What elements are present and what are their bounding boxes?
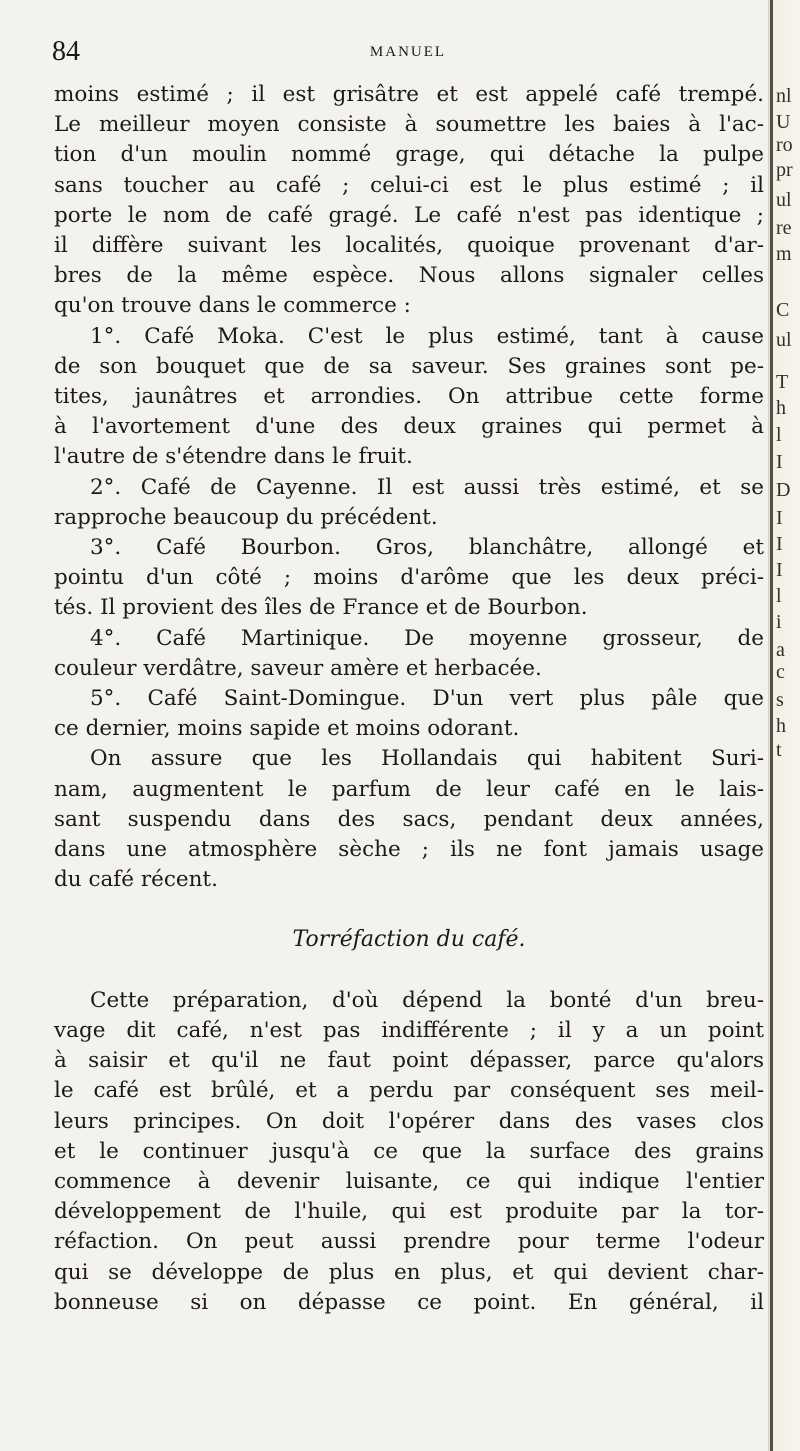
bleed-glyph: ro (776, 134, 793, 156)
text-line: l'autre de s'étendre dans le fruit. (54, 444, 413, 470)
running-head (52, 36, 764, 70)
bleed-glyph: pr (776, 159, 793, 181)
text-line: Le meilleur moyen consiste à soumettre les baies à l'ac- (54, 112, 764, 138)
bleed-glyph: ul (776, 329, 792, 351)
paragraph-group-torrefaction (54, 986, 764, 1318)
bleed-glyph: h (776, 715, 786, 737)
text-line: du café récent. (54, 867, 218, 893)
text-line: leurs principes. On doit l'opérer dans des vases clos (54, 1108, 764, 1134)
text-line: couleur verdâtre, saveur amère et herbacée. (54, 655, 542, 681)
bleed-glyph: c (776, 661, 785, 683)
bleed-glyph: re (776, 217, 792, 239)
text-line: de son bouquet que de sa saveur. Ses graines sont pe- (54, 353, 764, 379)
bleed-glyph: m (776, 243, 792, 265)
bleed-glyph: I (776, 451, 783, 473)
text-line: 3°. Café Bourbon. Gros, blanchâtre, allongé et (90, 535, 764, 561)
text-line: nam, augmentent le parfum de leur café en le lais- (54, 776, 764, 802)
text-line: bonneuse si on dépasse ce point. En général, il (54, 1289, 764, 1315)
bleed-glyph: T (776, 371, 789, 393)
text-line: tés. Il provient des îles de France et de Bourbon. (54, 595, 588, 621)
bleed-glyph: l (776, 424, 782, 446)
text-line: dans une atmosphère sèche ; ils ne font jamais usage (54, 837, 764, 863)
bleed-glyph: I (776, 559, 783, 581)
text-line: commence à devenir luisante, ce qui indique l'entier (54, 1168, 764, 1194)
bleed-glyph: nl (776, 85, 792, 107)
bleed-glyph: C (776, 299, 790, 321)
text-line: 5°. Café Saint-Domingue. D'un vert plus pâle que (90, 686, 764, 712)
text-line: 2°. Café de Cayenne. Il est aussi très estimé, et se (90, 474, 764, 500)
text-line: sant suspendu dans des sacs, pendant deux années, (54, 806, 764, 832)
text-line: à saisir et qu'il ne faut point dépasser, parce qu'alors (54, 1048, 764, 1074)
bleed-glyph: I (776, 507, 783, 529)
section-heading: Torréfaction du café. (292, 927, 526, 953)
bleed-glyph: l (776, 585, 782, 607)
text-line: On assure que les Hollandais qui habitent Suri- (90, 746, 764, 772)
text-line: le café est brûlé, et a perdu par conséquent ses meil- (54, 1078, 764, 1104)
text-line: qu'on trouve dans le commerce : (54, 293, 411, 319)
text-line: développement de l'huile, qui est produite par la tor- (54, 1199, 764, 1225)
text-line: moins estimé ; il est grisâtre et est appelé café trempé. (54, 82, 764, 107)
text-line: tion d'un moulin nommé grage, qui détache la pulpe (54, 142, 764, 168)
text-line: tites, jaunâtres et arrondies. On attribue cette forme (54, 384, 764, 410)
bleed-glyph: D (776, 479, 791, 501)
text-line: et le continuer jusqu'à ce que la surface des grains (54, 1138, 764, 1164)
bleed-glyph: h (776, 397, 786, 419)
text-line: il diffère suivant les localités, quoique provenant d'ar- (54, 233, 764, 259)
text-line: 1°. Café Moka. C'est le plus estimé, tant à cause (90, 323, 764, 349)
text-line: à l'avortement d'une des deux graines qui permet à (54, 414, 764, 440)
bleed-glyph: ul (776, 189, 792, 211)
bleed-glyph: a (776, 639, 785, 661)
page-number: 84 (52, 36, 80, 67)
gutter-shadow-line (770, 0, 773, 1451)
paragraph-group-varieties (54, 80, 764, 895)
bleed-glyph: s (776, 689, 784, 711)
bleed-glyph: I (776, 533, 783, 555)
bleed-glyph: i (776, 611, 782, 633)
text-line: pointu d'un côté ; moins d'arôme que les deux préci- (54, 565, 764, 591)
text-line: vage dit café, n'est pas indifférente ; il y a un point (54, 1017, 764, 1043)
text-line: qui se développe de plus en plus, et qui devient char- (54, 1259, 764, 1285)
text-line: sans toucher au café ; celui-ci est le plus estimé ; il (54, 172, 764, 198)
text-line: 4°. Café Martinique. De moyenne grosseur, de (90, 625, 764, 651)
text-line: Cette préparation, d'où dépend la bonté d'un breu- (90, 987, 764, 1013)
text-line: réfaction. On peut aussi prendre pour terme l'odeur (54, 1229, 764, 1255)
bleed-glyph: t (776, 739, 782, 761)
text-line: rapproche beaucoup du précédent. (54, 504, 438, 530)
text-line: bres de la même espèce. Nous allons signaler celles (54, 263, 764, 289)
bleed-glyph: U (776, 111, 791, 133)
text-line: ce dernier, moins sapide et moins odorant. (54, 716, 520, 742)
text-line: porte le nom de café gragé. Le café n'est pas identique ; (54, 202, 764, 228)
body-text (54, 80, 764, 1318)
running-title: MANUEL (369, 44, 447, 60)
